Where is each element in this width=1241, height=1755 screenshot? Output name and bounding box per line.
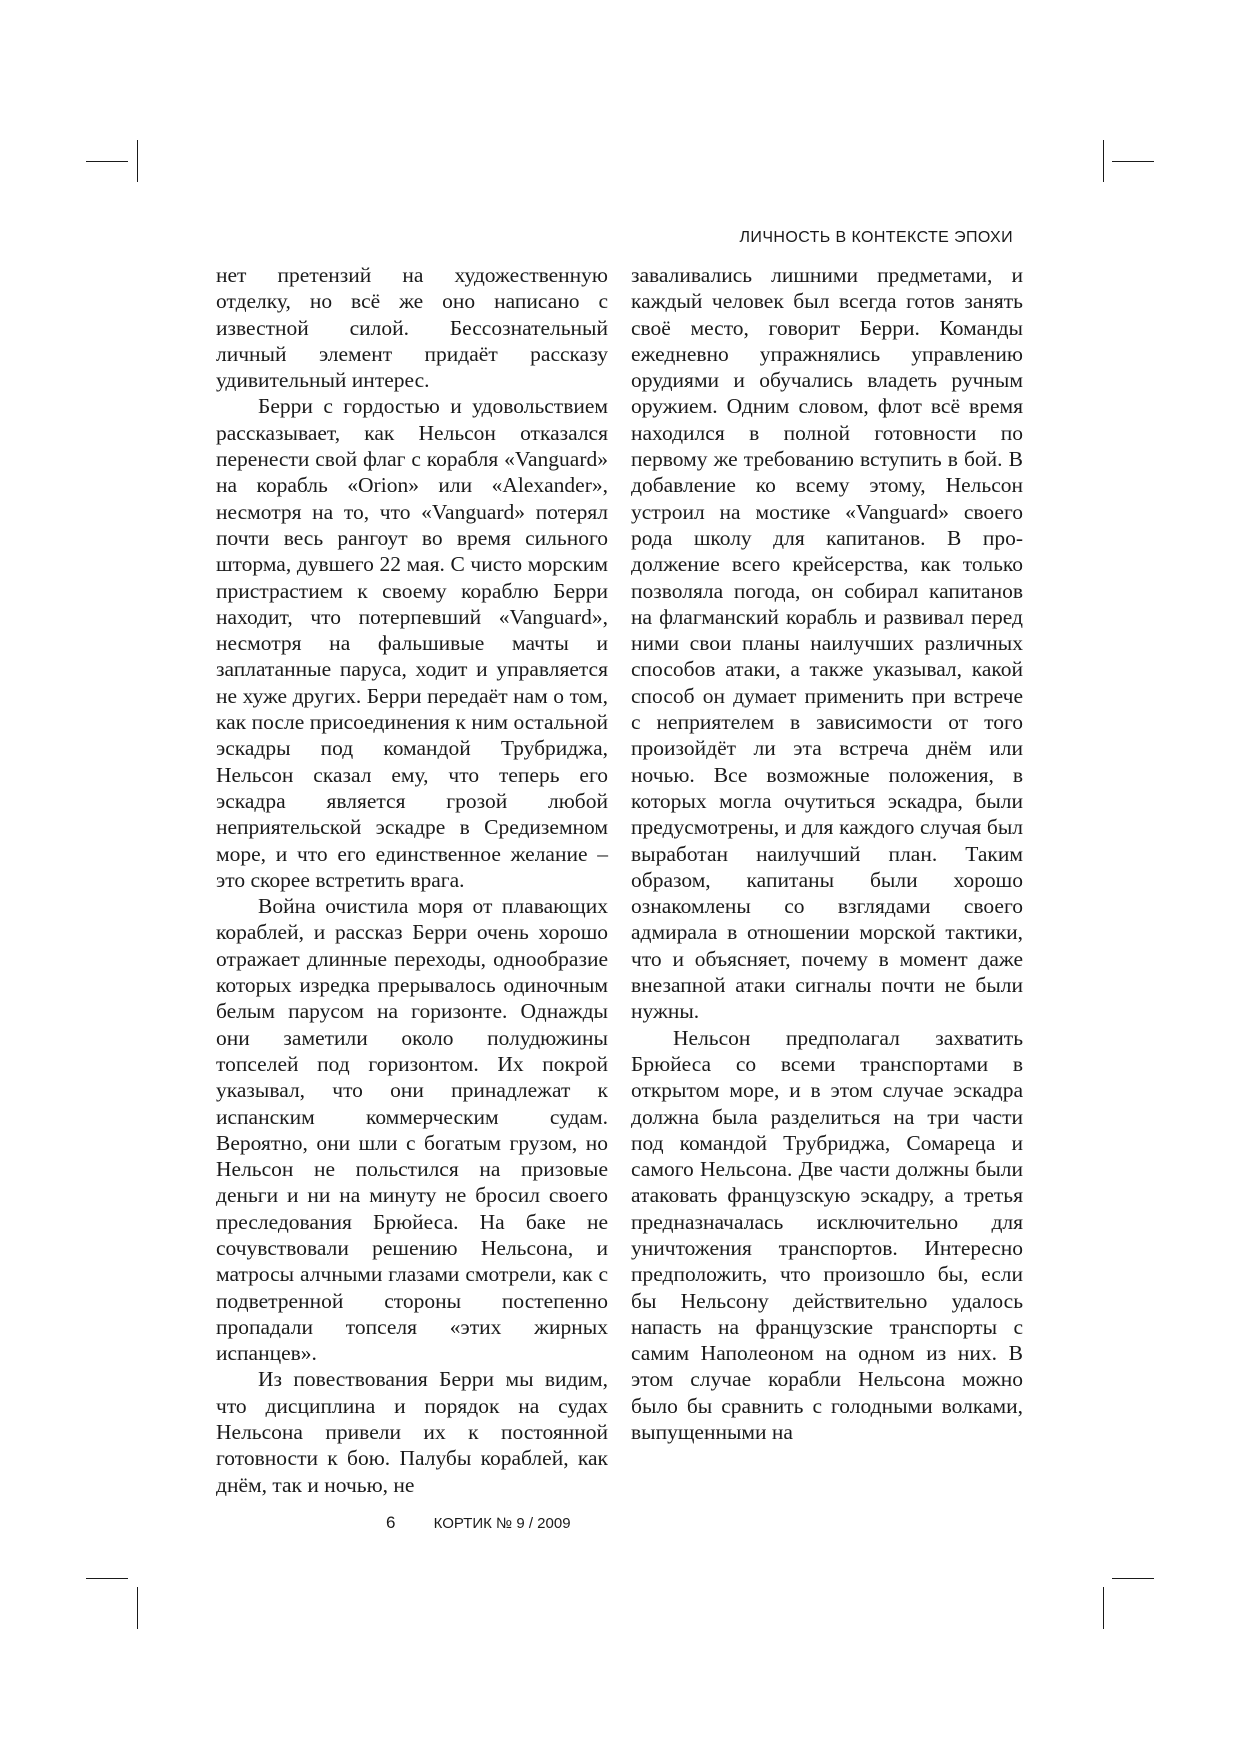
paragraph: Война очистила моря от плавающих кораблей, и рассказ Берри очень хорошо отражает длинные переходы, однообразие которых изредка прерывалось одиночным белым парусом на горизонте. Однажды они заметили около полудюжины топселей под горизонтом. Их покрой указывал, что они принадлежат к испанским коммерческим судам. Вероятно, они шли с богатым грузом, но Нельсон не польстился на призовые деньги и ни на минуту не бросил своего преследования Брюйеса. На баке не сочувствовали решению Нельсона, и матросы алчными глазами смотрели, как с подветренной стороны постепенно пропадали топселя «этих жирных испанцев».	[216, 894, 608, 1366]
paragraph: Берри с гордостью и удовольствием рассказывает, как Нельсон отказался перенести свой флаг с корабля «Vanguard» на корабль «Orion» или «Alexander», несмотря на то, что «Vanguard» потерял почти весь рангоут во время сильного шторма, дувшего 22 мая. С чисто морским пристрастием к своему кораблю Берри находит, что потерпевший «Vanguard», несмотря на фальшивые мачты и заплатанные паруса, ходит и управляется не хуже других. Берри передаёт нам о том, как после присоединения к ним остальной эскадры под командой Трубриджа, Нельсон сказал ему, что теперь его эскадра является грозой любой неприятельской эскадре в Средиземном море, и что его единственное желание – это скорее встретить врага.	[216, 394, 608, 892]
crop-mark-top-right-v	[1103, 140, 1104, 182]
crop-mark-top-left-v	[137, 140, 138, 182]
left-column	[216, 262, 608, 1498]
crop-mark-bottom-left-h	[86, 1578, 128, 1579]
crop-mark-top-left-h	[86, 161, 128, 162]
right-column	[631, 262, 1023, 1445]
crop-mark-top-right-h	[1112, 161, 1154, 162]
paragraph: заваливались лишними предметами, и каждый человек был всегда готов занять своё место, говорит Берри. Команды ежедневно упражнялись управлению орудиями и обучались владеть ручным оружием. Одним словом, флот всё время находился в полной готовности по первому же требованию вступить в бой. В добавление ко всему этому, Нельсон устроил на мостике «Vanguard» своего рода школу для капитанов. В продолжение всего крейсерства, как только позволяла погода, он собирал капитанов на флагманский корабль и развивал перед ними свои планы наилучших различных способов атаки, а также указывал, какой способ он думает применить при встрече с неприятелем в зависимости от того произойдёт ли эта встреча днём или ночью. Все возможные положения, в которых могла очутиться эскадра, были предусмотрены, и для каждого случая был выработан наилучший план. Таким образом, капитаны были хорошо ознакомлены со взглядами своего адмирала в отношении морской тактики, что и объясняет, почему в момент даже внезапной атаки сигналы почти не были нужны.	[631, 263, 1023, 1024]
paragraph: Из повествования Берри мы видим, что дисциплина и порядок на судах Нельсона привели их к постоянной готовности к бою. Палубы кораблей, как днём, так и ночью, не	[216, 1367, 608, 1497]
page-footer	[386, 1513, 571, 1533]
page-number: 6	[386, 1513, 396, 1532]
paragraph: нет претензий на художественную отделку, но всё же оно написано с известной силой. Бессознательный личный элемент придаёт рассказу удивительный интерес.	[216, 263, 608, 393]
crop-mark-bottom-right-v	[1103, 1587, 1104, 1629]
crop-mark-bottom-right-h	[1112, 1578, 1154, 1579]
running-head: ЛИЧНОСТЬ В КОНТЕКСТЕ ЭПОХИ	[739, 229, 1013, 246]
journal-issue: КОРТИК № 9 / 2009	[433, 1515, 571, 1532]
paragraph: Нельсон предполагал захватить Брюйеса со всеми транспортами в открытом море, и в этом случае эскадра должна была разделиться на три части под командой Трубриджа, Сомареца и самого Нельсона. Две части должны были атаковать французскую эскадру, а третья предназначалась исключительно для уничтожения транспортов. Интересно предположить, что произошло бы, если бы Нельсону действительно удалось напасть на французские транспорты с самим Наполеоном на одном из них. В этом случае корабли Нельсона можно было бы сравнить с голодными волками, выпущенными на	[631, 1025, 1023, 1445]
crop-mark-bottom-left-v	[137, 1587, 138, 1629]
